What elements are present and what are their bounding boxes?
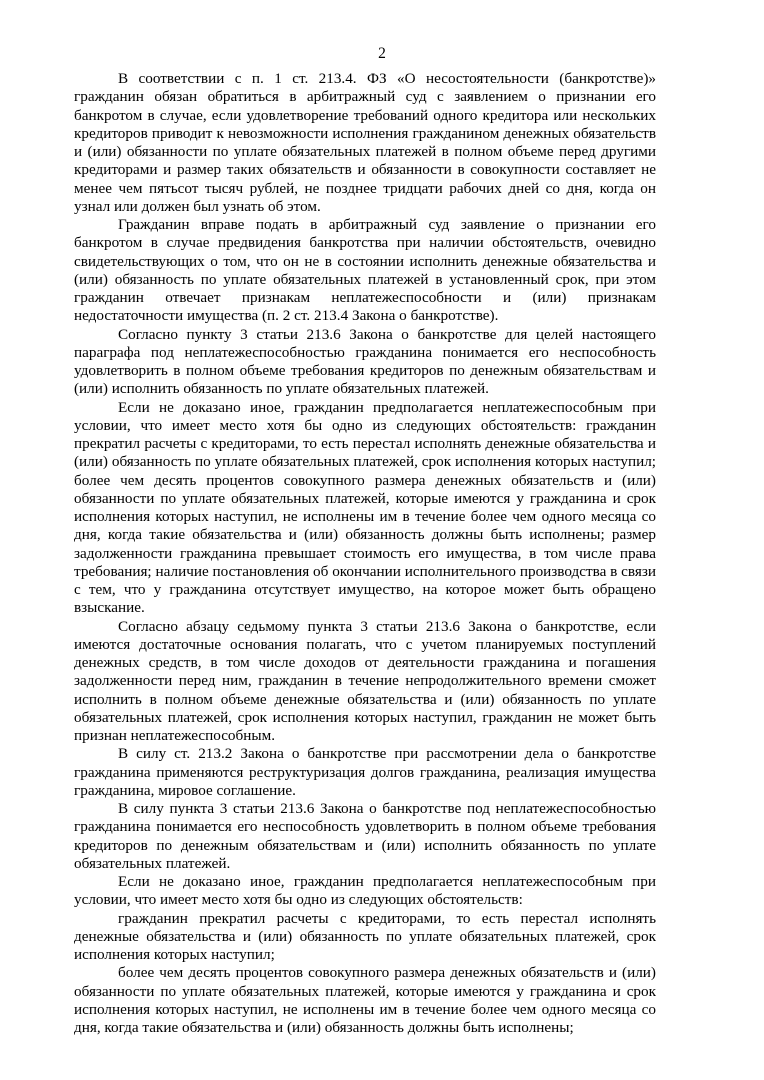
paragraph-bankruptcy-obligation: В соответствии с п. 1 ст. 213.4. ФЗ «О несостоятельности (банкротстве)» гражданин обязан обратиться в арбитражный суд с заявлением о признании его банкротом в случае, если удовлетворение требований одного кредитора или нескольких кредиторов приводит к невозможности исполнения гражданином денежных обязательств и (или) обязанности по уплате обязательных платежей в полном объеме перед другими кредиторами и размер таких обязательств и обязанности в совокупности составляет не менее чем пятьсот тысяч рублей, не позднее тридцати рабочих дней со дня, когда он узнал или должен был узнать об этом. [74, 70, 656, 215]
paragraph-procedures: В силу ст. 213.2 Закона о банкротстве при рассмотрении дела о банкротстве гражданина применяются реструктуризация долгов гражданина, реализация имущества гражданина, мировое соглашение. [74, 745, 656, 799]
paragraph-seventh-clause: Согласно абзацу седьмому пункта 3 статьи 213.6 Закона о банкротстве, если имеются достаточные основания полагать, что с учетом планируемых поступлений денежных средств, в том числе доходов от деятельности гражданина и погашения задолженности перед ним, гражданин в течение непродолжительного времени сможет исполнить в полном объеме денежные обязательства и (или) обязанность по уплате обязательных платежей, срок исполнения которых наступил, гражданин не может быть признан неплатежеспособным. [74, 617, 656, 744]
paragraph-insolvency-presumption: Если не доказано иное, гражданин предполагается неплатежеспособным при условии, что имеет место хотя бы одно из следующих обстоятельств: гражданин прекратил расчеты с кредиторами, то есть перестал исполнять денежные обязательства и (или) обязанность по уплате обязательных платежей, срок исполнения которых наступил; более чем десять процентов совокупного размера денежных обязательств и (или) обязанности по уплате обязательных платежей, которые имеются у гражданина и срок исполнения которых наступил, не исполнены им в течение более чем одного месяца со дня, когда такие обязательства и (или) обязанность должны быть исполнены; размер задолженности гражданина превышает стоимость его имущества, в том числе права требования; наличие постановления об окончании исполнительного производства в связи с тем, что у гражданина отсутствует имущество, на которое может быть обращено взыскание. [74, 398, 656, 617]
paragraph-condition-ten-percent: более чем десять процентов совокупного размера денежных обязательств и (или) обязанности по уплате обязательных платежей, которые имеются у гражданина и срок исполнения которых наступил, не исполнены им в течение более чем одного месяца со дня, когда такие обязательства и (или) обязанность должны быть исполнены; [74, 964, 656, 1036]
paragraph-condition-stopped-payments: гражданин прекратил расчеты с кредиторами, то есть перестал исполнять денежные обязательства и (или) обязанность по уплате обязательных платежей, срок исполнения которых наступил; [74, 909, 656, 963]
paragraph-insolvency-definition-repeat: В силу пункта 3 статьи 213.6 Закона о банкротстве под неплатежеспособностью гражданина понимается его неспособность удовлетворить в полном объеме требования кредиторов по денежным обязательствам и (или) исполнить обязанность по уплате обязательных платежей. [74, 800, 656, 872]
paragraph-right-to-file: Гражданин вправе подать в арбитражный суд заявление о признании его банкротом в случае предвидения банкротства при наличии обстоятельств, очевидно свидетельствующих о том, что он не в состоянии исполнить денежные обязательства и (или) обязанность по уплате обязательных платежей в установленный срок, при этом гражданин отвечает признакам неплатежеспособности и (или) признакам недостаточности имущества (п. 2 ст. 213.4 Закона о банкротстве). [74, 216, 656, 325]
page-number: 2 [378, 45, 386, 62]
paragraph-insolvency-definition: Согласно пункту 3 статьи 213.6 Закона о банкротстве для целей настоящего параграфа под неплатежеспособностью гражданина понимается его неспособность удовлетворить в полном объеме требования кредиторов по денежным обязательствам и (или) исполнить обязанность по уплате обязательных платежей. [74, 325, 656, 398]
paragraph-presumption-intro: Если не доказано иное, гражданин предполагается неплатежеспособным при условии, что имеет место хотя бы одно из следующих обстоятельств: [74, 873, 656, 909]
document-body [74, 70, 656, 1037]
